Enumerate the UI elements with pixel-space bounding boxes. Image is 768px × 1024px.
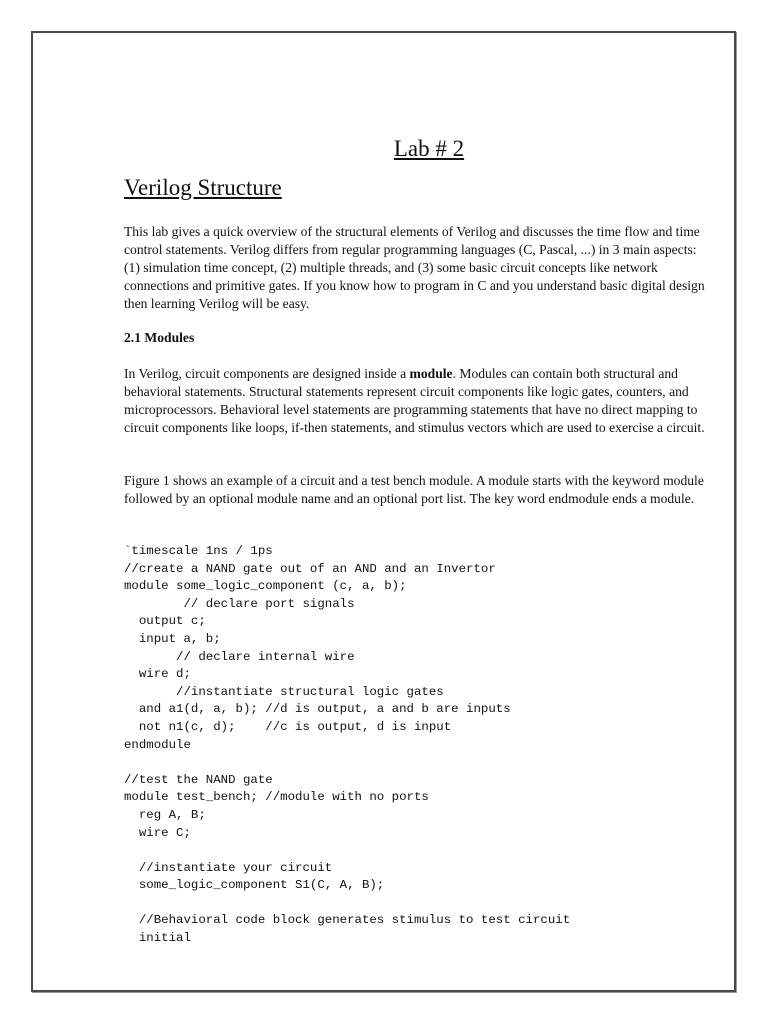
page-frame — [31, 31, 736, 992]
modules-keyword: module — [409, 366, 453, 381]
lab-title — [124, 127, 714, 164]
lab-title-text: Lab # 2 — [393, 136, 465, 161]
intro-paragraph: This lab gives a quick overview of the structural elements of Verilog and discusses the time flow and time control statements. Verilog differs from regular programming languages (C, Pascal, ...) in 3 main aspects: (1) simulation time concept, (2) multiple threads, and (3) some basic circuit concepts like network connections and primitive gates. If you know how to program in C and you understand basic digital design then learning Verilog will be easy. — [124, 224, 705, 311]
modules-paragraph — [124, 365, 714, 437]
figure-paragraph: Figure 1 shows an example of a circuit and a test bench module. A module starts with the keyword module followed by an optional module name and an optional port list. The key word endmodule ends a module. — [124, 473, 704, 506]
section-title: Verilog Structure — [124, 175, 282, 200]
subsection-title: 2.1 Modules — [124, 330, 195, 345]
verilog-code-block: `timescale 1ns / 1ps //create a NAND gate out of an AND and an Invertor module some_logic_component (c, a, b); // declare port signals output c; input a, b; // declare internal wire wire d; //instantiate structural logic gates and a1(d, a, b); //d is output, a and b are inputs not n1(c, d); //c is output, d is input endmodule //test the NAND gate module test_bench; //module with no ports reg A, B; wire C; //instantiate your circuit some_logic_component S1(C, A, B); //Behavioral code block generates stimulus to test circuit initial — [124, 544, 571, 946]
modules-text-before: In Verilog, circuit components are designed inside a — [124, 366, 410, 381]
modules-text-after: . Modules can contain both structural and behavioral statements. Structural statements represent circuit components like logic gates, counters, and microprocessors. Behavioral level statements are programming statements that have no direct mapping to circuit components like loops, if-then statements, and stimulus vectors which are used to exercise a circuit. — [124, 366, 705, 435]
